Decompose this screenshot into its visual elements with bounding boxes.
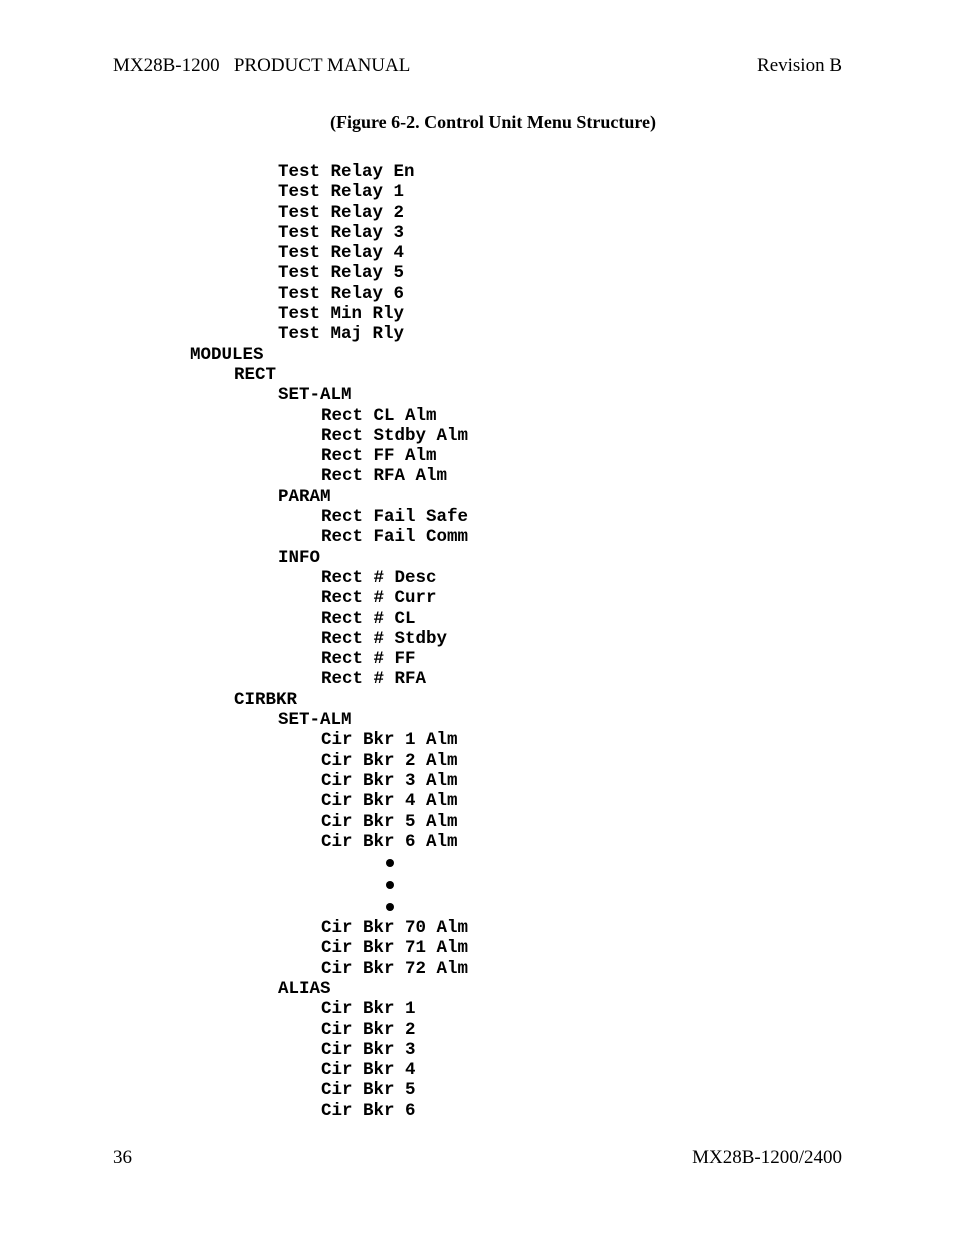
ellipsis-dot [0,896,954,918]
menu-item: Rect # RFA [321,669,427,690]
bullet-dot-icon [386,859,394,867]
menu-item: Cir Bkr 2 [321,1019,416,1040]
menu-item: Cir Bkr 4 [321,1060,416,1081]
header-manual-title: MX28B-1200 PRODUCT MANUAL [113,55,411,76]
menu-item: Rect Fail Comm [321,527,469,548]
menu-item: Cir Bkr 4 Alm [321,791,458,812]
menu-item: Cir Bkr 5 Alm [321,811,458,832]
menu-item: Test Min Rly [278,304,405,325]
menu-item: MODULES [190,344,264,365]
menu-item: Cir Bkr 70 Alm [321,918,469,939]
menu-item: Cir Bkr 1 [321,999,416,1020]
menu-item: Test Relay 5 [278,263,405,284]
menu-item: Cir Bkr 6 Alm [321,831,458,852]
menu-item: Rect # Stdby [321,628,448,649]
menu-structure-tree [0,162,954,1121]
menu-item: Rect RFA Alm [321,466,448,487]
menu-item: Cir Bkr 72 Alm [321,958,469,979]
menu-item: INFO [278,547,321,568]
menu-item: Rect CL Alm [321,405,437,426]
menu-item: Rect # CL [321,608,416,629]
menu-item: Test Maj Rly [278,324,405,345]
menu-item: SET-ALM [278,710,352,731]
bullet-dot-icon [386,903,394,911]
menu-item: Test Relay 1 [278,182,405,203]
menu-item: Cir Bkr 5 [321,1080,416,1101]
menu-item: SET-ALM [278,385,352,406]
menu-item: Rect Fail Safe [321,507,469,528]
menu-item: RECT [234,364,277,385]
menu-item: Cir Bkr 71 Alm [321,938,469,959]
menu-item: Test Relay 4 [278,243,405,264]
menu-item: Rect # FF [321,649,416,670]
menu-item: Cir Bkr 2 Alm [321,750,458,771]
menu-item: Test Relay 6 [278,283,405,304]
header-revision: Revision B [757,55,842,76]
menu-item: Cir Bkr 3 Alm [321,770,458,791]
menu-item: Cir Bkr 1 Alm [321,730,458,751]
menu-item: PARAM [278,486,331,507]
page-number: 36 [113,1147,132,1168]
menu-item: Rect Stdby Alm [321,425,469,446]
menu-item: Cir Bkr 6 [321,1100,416,1121]
menu-item: Rect # Curr [321,588,437,609]
bullet-dot-icon [386,881,394,889]
menu-item: Cir Bkr 3 [321,1039,416,1060]
menu-item: Rect FF Alm [321,446,437,467]
ellipsis-dot [0,874,954,896]
menu-item: CIRBKR [234,689,298,710]
menu-item: Test Relay En [278,162,415,182]
menu-item: Test Relay 3 [278,222,405,243]
figure-title: (Figure 6-2. Control Unit Menu Structure) [330,112,656,132]
menu-item: Rect # Desc [321,567,437,588]
ellipsis-dot [0,852,954,874]
footer-model: MX28B-1200/2400 [692,1147,842,1168]
menu-item: ALIAS [278,978,331,999]
menu-item: Test Relay 2 [278,202,405,223]
